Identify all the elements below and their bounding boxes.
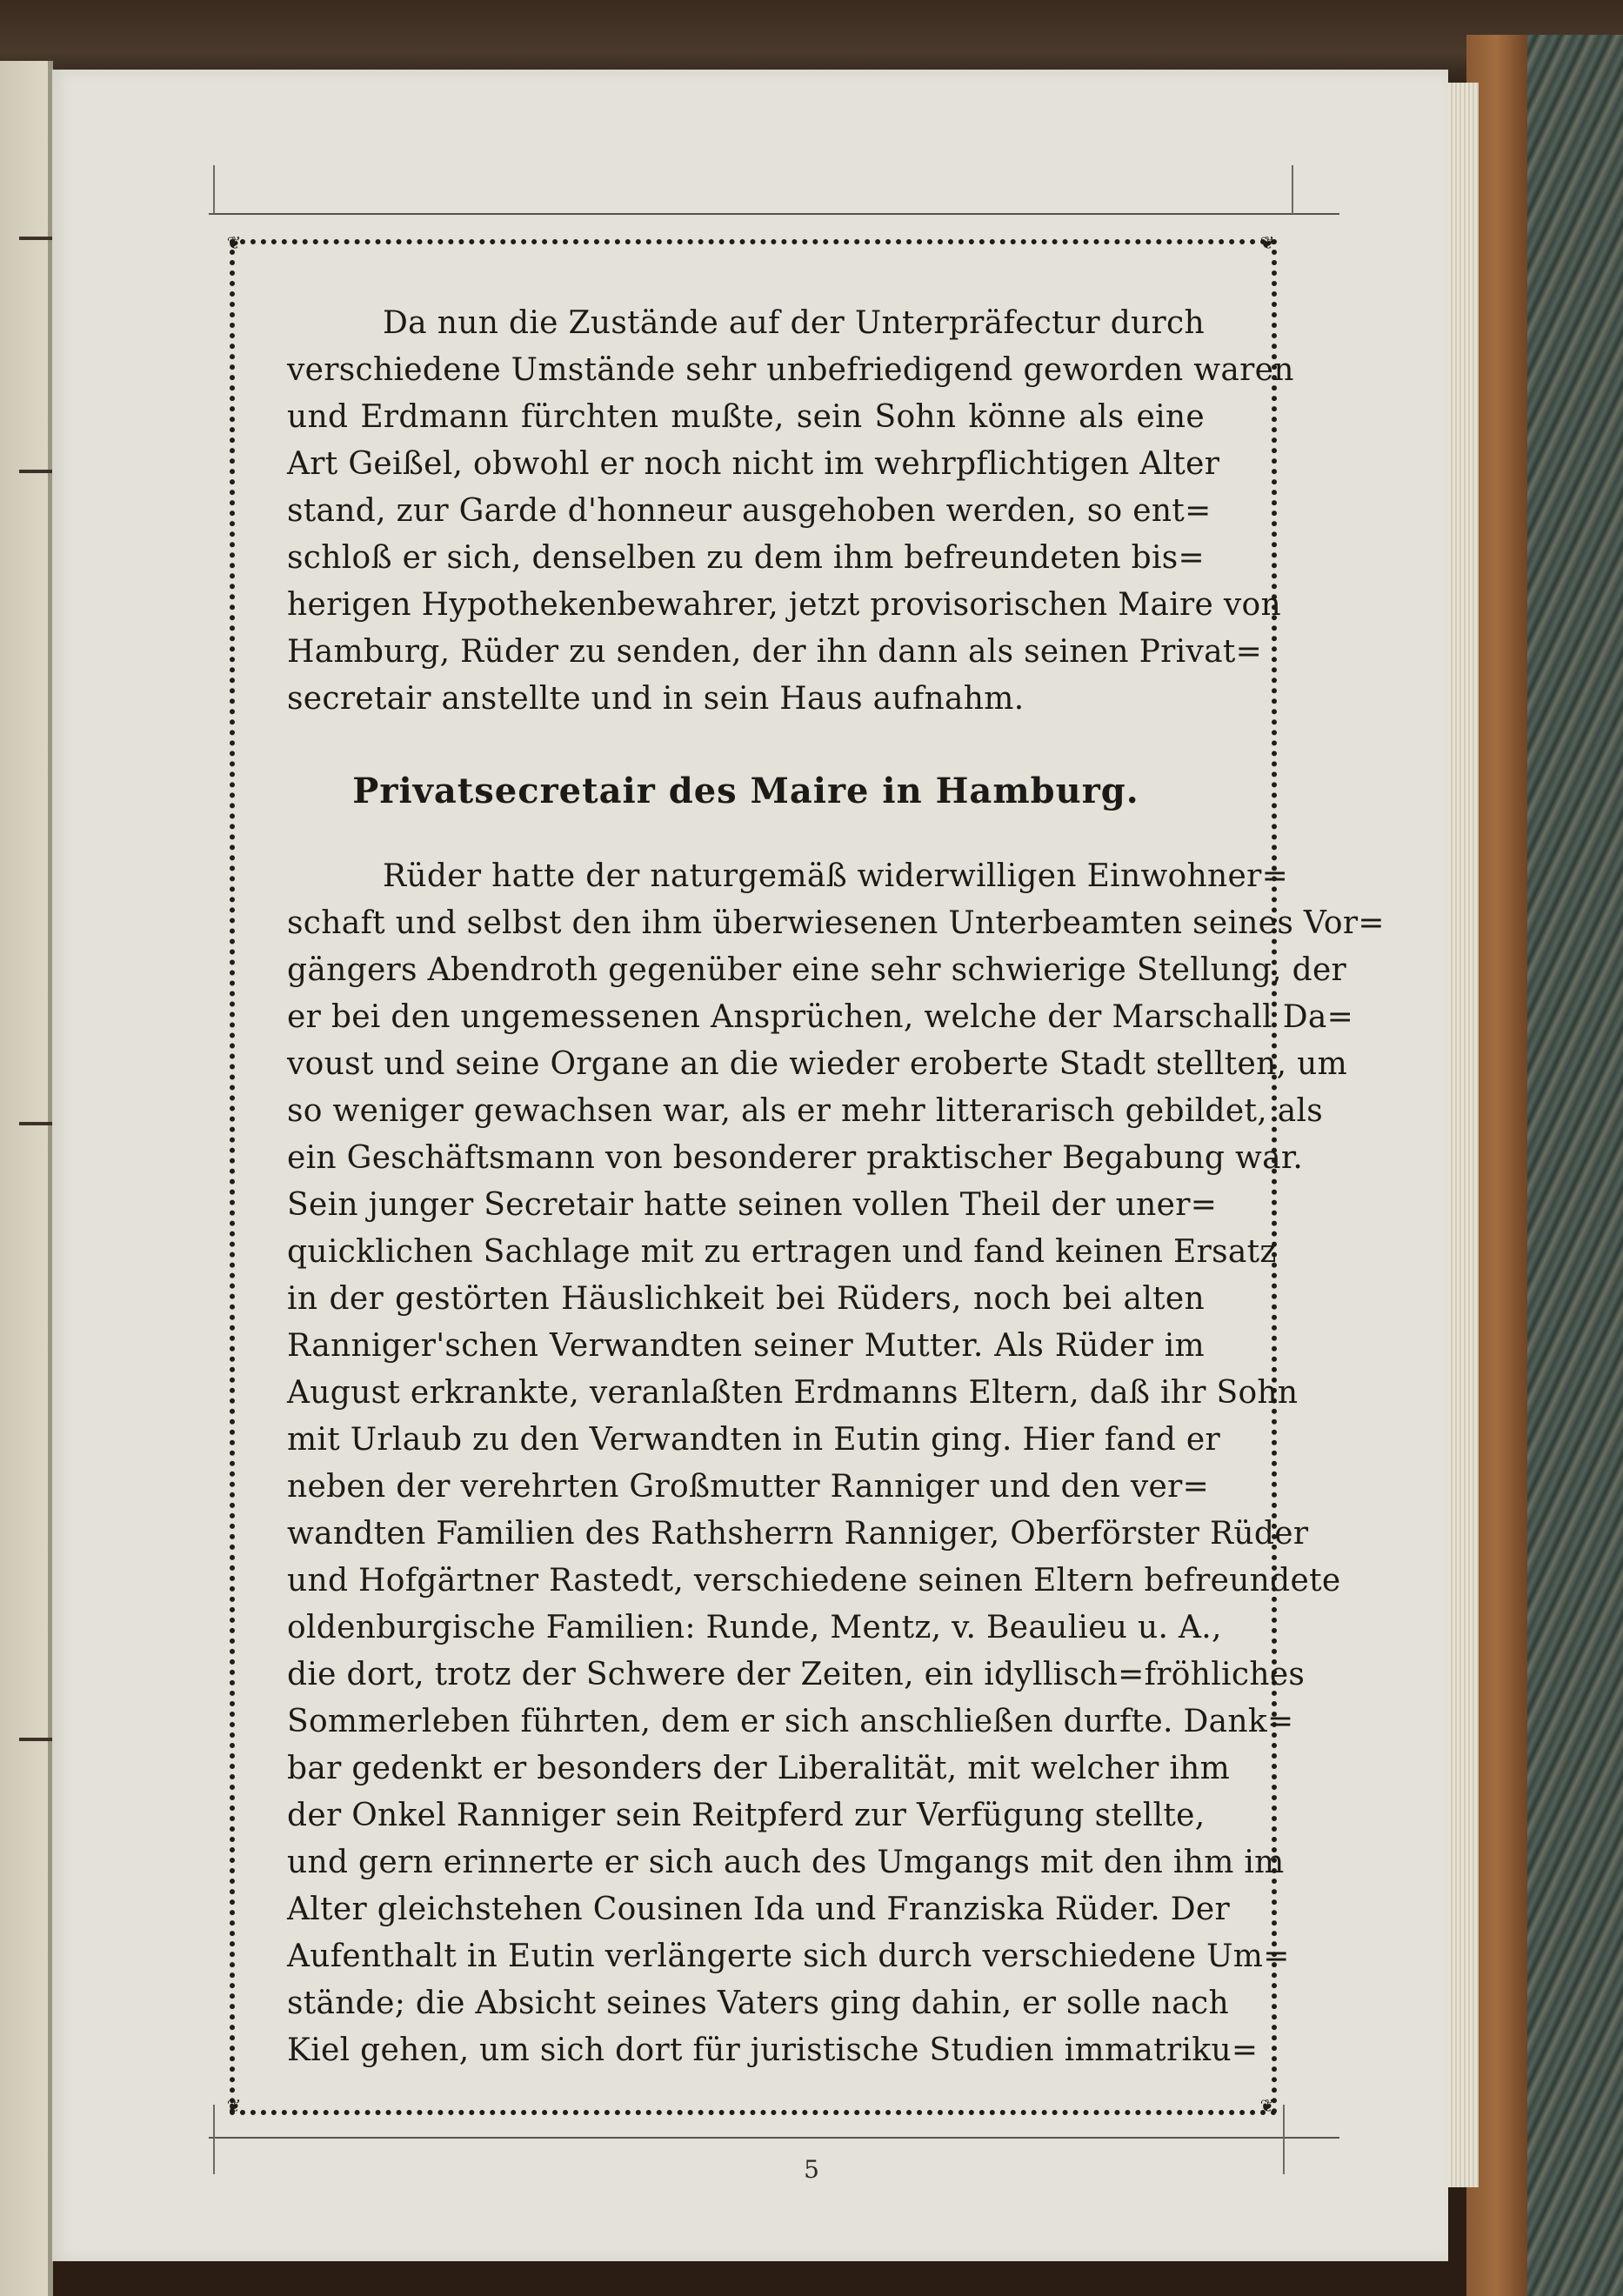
footer-rule: [209, 2137, 1339, 2139]
page-number: 5: [804, 2155, 819, 2184]
text-line: Rüder hatte der naturgemäß widerwilligen Einwohner=: [383, 858, 1289, 894]
text-line: gängers Abendroth gegenüber eine sehr schwierige Stellung, der: [287, 952, 1347, 988]
text-line: der Onkel Ranniger sein Reitpferd zur Verfügung stellte,: [287, 1798, 1206, 1833]
text-line: Aufenthalt in Eutin verlängerte sich durch verschiedene Um=: [287, 1939, 1290, 1974]
text-line: schaft und selbst den ihm überwiesenen Unterbeamten seines Vor=: [287, 905, 1385, 941]
text-line: herigen Hypothekenbewahrer, jetzt provisorischen Maire von: [287, 587, 1281, 623]
left-page-edge: [0, 61, 52, 2296]
text-line: oldenburgische Familien: Runde, Mentz, v. Beaulieu u. A.,: [287, 1610, 1222, 1645]
text-line: voust und seine Organe an die wieder eroberte Stadt stellten, um: [287, 1046, 1348, 1082]
text-line: Kiel gehen, um sich dort für juristische Studien immatriku=: [287, 2032, 1259, 2068]
text-line: ein Geschäftsmann von besonderer praktischer Begabung war.: [287, 1140, 1304, 1176]
text-line: stand, zur Garde d'honneur ausgehoben werden, so ent=: [287, 493, 1212, 529]
paragraph-1: [287, 300, 1294, 723]
text-line: Sommerleben führten, dem er sich anschließen durfte. Dank=: [287, 1704, 1294, 1739]
text-line: und Hofgärtner Rastedt, verschiedene seinen Eltern befreundete: [287, 1563, 1341, 1599]
corner-ornament-icon: ❦: [1259, 232, 1275, 253]
text-line: Alter gleichstehen Cousinen Ida und Franziska Rüder. Der: [287, 1892, 1231, 1927]
text-line: Ranniger'schen Verwandten seiner Mutter. Als Rüder im: [287, 1328, 1205, 1364]
text-line: stände; die Absicht seines Vaters ging dahin, er solle nach: [287, 1986, 1229, 2021]
section-heading: Privatsecretair des Maire in Hamburg.: [352, 771, 1139, 811]
page-text: [287, 300, 1385, 2074]
text-line: quicklichen Sachlage mit zu ertragen und fand keinen Ersatz: [287, 1234, 1277, 1270]
text-line: August erkrankte, veranlaßten Erdmanns Eltern, daß ihr Sohn: [287, 1375, 1299, 1411]
text-line: mit Urlaub zu den Verwandten in Eutin ging. Hier fand er: [287, 1422, 1220, 1458]
text-line: neben der verehrten Großmutter Ranniger und den ver=: [287, 1469, 1210, 1505]
corner-ornament-icon: ❦: [1259, 2095, 1275, 2116]
paragraph-2: [287, 853, 1385, 2074]
text-line: verschiedene Umstände sehr unbefriedigend geworden waren: [287, 352, 1294, 388]
corner-ornament-icon: ❦: [226, 2095, 242, 2116]
text-line: in der gestörten Häuslichkeit bei Rüders, noch bei alten: [287, 1281, 1205, 1317]
text-line: wandten Familien des Rathsherrn Ranniger, Oberförster Rüder: [287, 1516, 1309, 1552]
text-line: bar gedenkt er besonders der Liberalität, mit welcher ihm: [287, 1751, 1231, 1786]
text-line: Hamburg, Rüder zu senden, der ihn dann als seinen Privat=: [287, 634, 1263, 670]
corner-ornament-icon: ❦: [226, 232, 242, 253]
text-line: und Erdmann fürchten mußte, sein Sohn könne als eine: [287, 399, 1205, 435]
crop-mark: [213, 165, 215, 214]
text-line: er bei den ungemessenen Ansprüchen, welche der Marschall Da=: [287, 999, 1354, 1035]
text-line: so weniger gewachsen war, als er mehr litterarisch gebildet, als: [287, 1093, 1324, 1129]
text-line: secretair anstellte und in sein Haus aufnahm.: [287, 681, 1025, 717]
text-line: Da nun die Zustände auf der Unterpräfectur durch: [383, 305, 1205, 341]
text-line: Art Geißel, obwohl er noch nicht im wehrpflichtigen Alter: [287, 446, 1220, 482]
text-line: Sein junger Secretair hatte seinen vollen Theil der uner=: [287, 1187, 1218, 1223]
text-line: schloß er sich, denselben zu dem ihm befreundeten bis=: [287, 540, 1205, 576]
text-line: und gern erinnerte er sich auch des Umgangs mit den ihm im: [287, 1845, 1285, 1880]
crop-mark: [1292, 165, 1293, 214]
header-rule: [209, 213, 1339, 215]
text-line: die dort, trotz der Schwere der Zeiten, ein idyllisch=fröhliches: [287, 1657, 1306, 1692]
